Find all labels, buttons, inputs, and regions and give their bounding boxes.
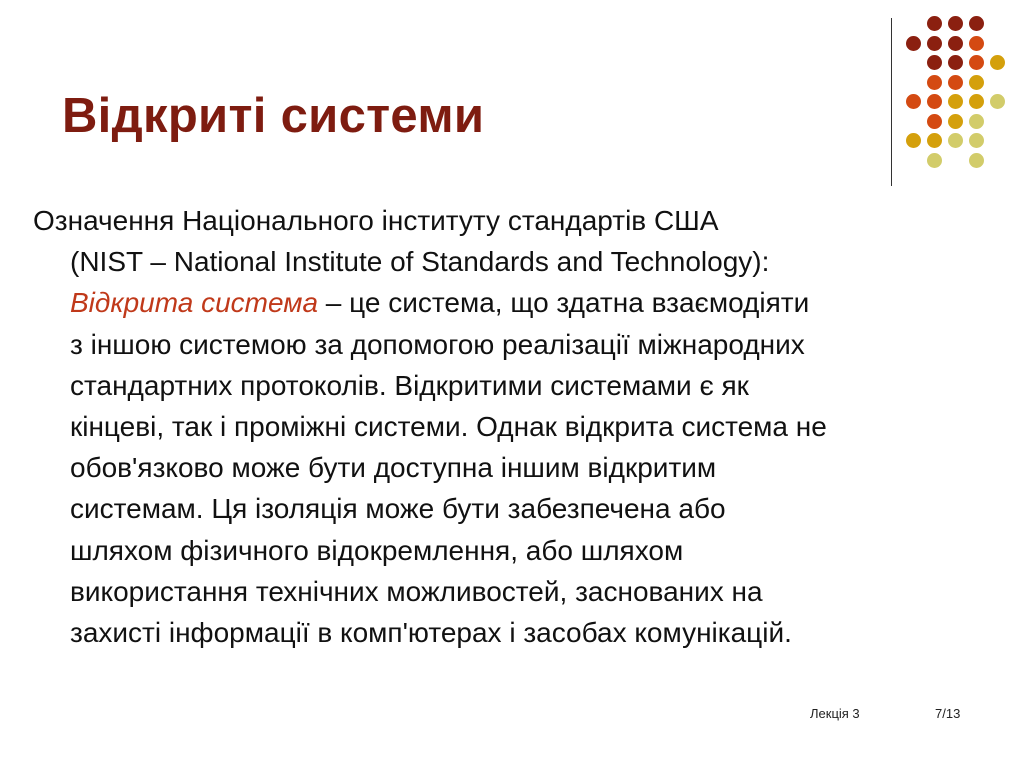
- body-line: захисті інформації в комп'ютерах і засобах комунікацій.: [70, 617, 792, 649]
- body-line: кінцеві, так і проміжні системи. Однак відкрита система не: [70, 411, 827, 443]
- body-line: шляхом фізичного відокремлення, або шляхом: [70, 534, 684, 566]
- dot: [906, 94, 921, 109]
- footer-lecture: Лекція 3: [810, 706, 860, 721]
- body-line-rest: – це система, що здатна взаємодіяти: [318, 287, 810, 319]
- body-line-definition: [33, 282, 1013, 323]
- dot: [906, 133, 921, 148]
- dot: [927, 36, 942, 51]
- term-open-system: Відкрита система: [70, 287, 319, 319]
- dot: [948, 55, 963, 70]
- dot: [969, 114, 984, 129]
- dot: [990, 94, 1005, 109]
- dot: [927, 75, 942, 90]
- dot: [948, 133, 963, 148]
- dot: [948, 114, 963, 129]
- body-line: обов'язково може бути доступна іншим відкритим: [70, 452, 717, 484]
- dot: [948, 36, 963, 51]
- dot: [948, 16, 963, 31]
- body-line: стандартних протоколів. Відкритими системами є як: [70, 369, 749, 401]
- body-text: [33, 200, 1013, 653]
- body-line: системам. Ця ізоляція може бути забезпечена або: [70, 493, 726, 525]
- body-line: (NIST – National Institute of Standards and Technology):: [70, 246, 770, 278]
- dot: [990, 55, 1005, 70]
- body-line: використання технічних можливостей, заснованих на: [70, 575, 763, 607]
- dot: [948, 75, 963, 90]
- divider-line: [891, 18, 892, 186]
- slide-title: Відкриті системи: [62, 89, 485, 143]
- dot: [969, 36, 984, 51]
- dot: [948, 94, 963, 109]
- dot: [906, 36, 921, 51]
- dot: [927, 94, 942, 109]
- dot: [927, 16, 942, 31]
- dot: [969, 55, 984, 70]
- body-line: Означення Національного інституту стандартів США: [33, 205, 719, 236]
- dot: [969, 153, 984, 168]
- dot: [927, 114, 942, 129]
- dot: [927, 153, 942, 168]
- dot: [927, 55, 942, 70]
- dot-grid-icon: [898, 12, 1018, 172]
- dot: [969, 16, 984, 31]
- dot: [927, 133, 942, 148]
- body-line: з іншою системою за допомогою реалізації міжнародних: [70, 328, 805, 360]
- dot: [969, 75, 984, 90]
- dot: [969, 94, 984, 109]
- footer-page-number: 7/13: [935, 706, 961, 721]
- dot: [969, 133, 984, 148]
